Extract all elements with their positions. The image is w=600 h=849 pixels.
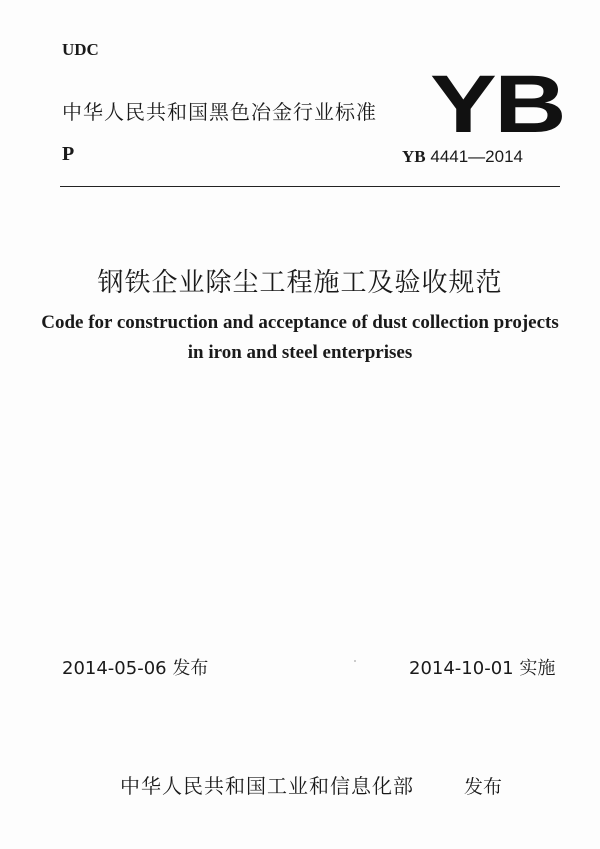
publish-label: 发布	[464, 776, 503, 798]
document-title-zh: 钢铁企业除尘工程施工及验收规范	[97, 268, 503, 298]
header-divider	[60, 186, 560, 187]
print-speck	[354, 660, 356, 662]
publisher-name: 中华人民共和国工业和信息化部	[120, 774, 414, 798]
standard-category: 中华人民共和国黑色冶金行业标准	[62, 100, 377, 124]
udc-label: UDC	[62, 40, 99, 59]
standard-prefix: YB	[402, 147, 426, 166]
implementation-date: 2014-10-01 实施	[409, 658, 556, 679]
standard-code: 4441—2014	[430, 147, 523, 166]
yb-logo: YB	[430, 59, 565, 150]
document-title-en-line1: Code for construction and acceptance of dust collection projects	[41, 312, 559, 333]
standard-number	[402, 147, 523, 167]
classification-code: P	[62, 143, 75, 165]
document-title-en-line2: in iron and steel enterprises	[187, 342, 413, 363]
issue-date: 2014-05-06 发布	[62, 658, 209, 679]
